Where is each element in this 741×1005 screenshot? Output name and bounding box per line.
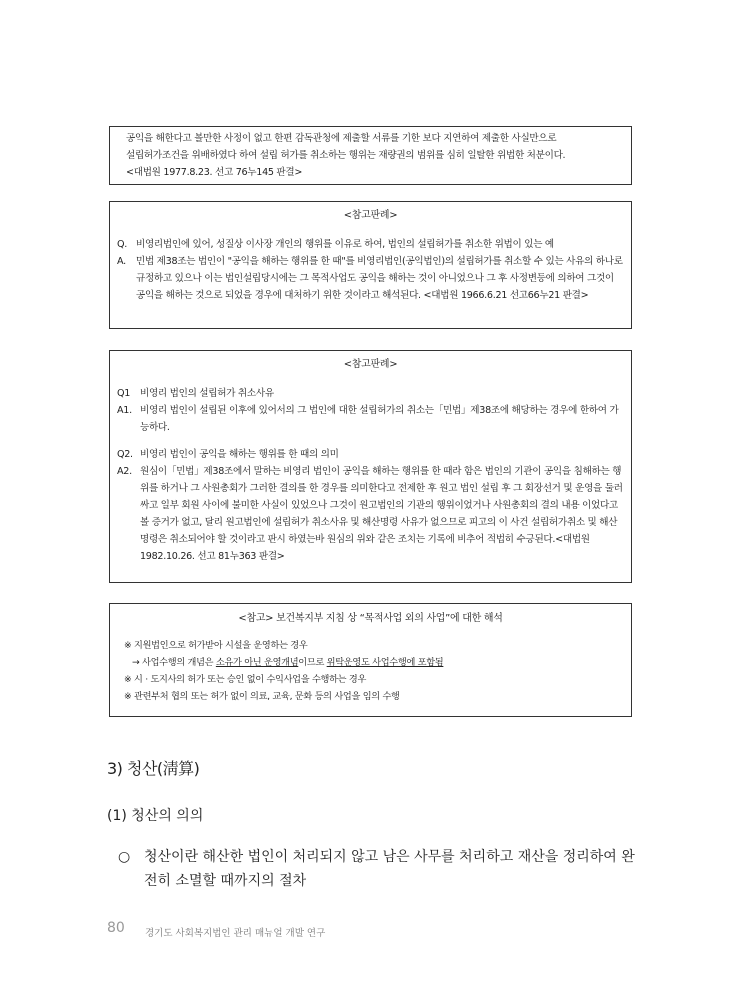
answer-item: [110, 253, 631, 304]
answer-text: 민법 제38조는 법인이 "공익을 해하는 행위를 한 때"를 비영리법인(공익법인)의 설립허가를 취소할 수 있는 사유의 하나로 규정하고 있으나 이는 법인설립당시에는 그 목적사업도 공익을 해하는 것이 아니었으나 그 후 사정변등에 의하여 그것이 공익을 해하는 것으로 되었을 경우에 대처하기 위한 것이라고 해석된다. <대법원 1966.6.21 선고66누21 판결>: [136, 256, 623, 301]
reference-case-box-1: [109, 201, 632, 329]
answer-item-2: [110, 463, 631, 565]
guideline-line-4: ※ 관련부처 협의 또는 허가 없이 의료, 교육, 문화 등의 사업을 임의 수행: [124, 691, 400, 702]
guideline-mid-text: 이므로: [298, 657, 327, 668]
running-footer-title: 경기도 사회복지법인 관리 매뉴얼 개발 연구: [145, 928, 326, 939]
answer-text: 원심이「민법」제38조에서 말하는 비영리 법인이 공익을 해하는 행위를 한 때라 함은 법인의 기관이 공익을 침해하는 행위를 하거나 그 사원총회가 그러한 결의를 한 경우를 의미한다고 전제한 후 원고 법인 설립 후 그 회장선거 및 운영을 둘러싸고 일부 회원 사이에 불미한 사실이 있었으나 그것이 원고법인의 기관의 행위이었거나 사원총회의 결의 내용 이었다고 볼 증거가 없고, 달리 원고법인에 설립허가 취소사유 및 해산명령 사유가 없으므로 피고의 이 사건 설립허가취소 및 해산 명령은 취소되어야 할 것이라고 판시 하였는바 원심의 위와 같은 조치는 기록에 비추어 적법히 수긍된다.<대법원 1982.10.26. 선고 81누363 판결>: [140, 466, 623, 562]
question-label: Q1: [117, 388, 131, 399]
case-line-1: 공익을 해한다고 볼만한 사정이 없고 한편 감독관청에 제출할 서류를 기한 보다 지연하여 제출한 사실만으로: [126, 133, 557, 144]
reference-title: <참고판례>: [343, 359, 398, 370]
question-text: 비영리 법인의 설립허가 취소사유: [140, 388, 274, 399]
guideline-title: <참고> 보건복지부 지침 상 “목적사업 외의 사업”에 대한 해석: [238, 613, 503, 624]
guideline-line-1: ※ 지원법인으로 허가받아 시설을 운영하는 경우: [124, 640, 308, 651]
definition-text: 청산이란 해산한 법인이 처리되지 않고 남은 사무를 처리하고 재산을 정리하여 완전히 소멸할 때까지의 절차: [144, 849, 635, 889]
answer-label: A1.: [117, 405, 132, 416]
question-label: Q2.: [117, 449, 133, 460]
answer-label: A.: [117, 256, 126, 267]
question-text: 비영리법인에 있어, 성질상 이사장 개인의 행위를 이유로 하여, 법인의 설립허가를 취소한 위법이 있는 예: [136, 239, 554, 250]
question-item-1: [110, 385, 631, 402]
answer-text: 비영리 법인이 설립된 이후에 있어서의 그 법인에 대한 설립허가의 취소는「민법」제38조에 해당하는 경우에 한하여 가능하다.: [140, 405, 619, 433]
question-label: Q.: [117, 239, 128, 250]
guideline-arrow-text: → 사업수행의 개념은: [132, 657, 216, 668]
page-number: 80: [107, 920, 125, 936]
guideline-line-3: ※ 시 · 도지사의 허가 또는 승인 없이 수익사업을 수행하는 경우: [124, 674, 367, 685]
underlined-phrase-1: 소유가 아닌 운영개념: [215, 657, 299, 668]
section-heading: 3) 청산(淸算): [107, 759, 200, 778]
circle-bullet-icon: ○: [118, 849, 131, 865]
answer-label: A2.: [117, 466, 132, 477]
question-text: 비영리 법인이 공익을 해하는 행위를 한 때의 의미: [140, 449, 339, 460]
case-line-2: 설립허가조건을 위배하였다 하여 설립 허가를 취소하는 행위는 재량권의 범위를 심히 일탈한 위법한 처분이다.: [126, 150, 566, 161]
definition-bullet: [118, 845, 638, 893]
guideline-note-box: [109, 603, 632, 717]
guideline-line-2: [110, 654, 631, 671]
underlined-phrase-2: 위탁운영도 사업수행에 포함됨: [326, 657, 444, 668]
case-excerpt-box: [109, 126, 632, 185]
subsection-heading: (1) 청산의 의의: [107, 808, 204, 824]
question-item-2: [110, 446, 631, 463]
reference-case-box-2: [109, 350, 632, 583]
answer-item-1: [110, 402, 631, 436]
case-citation: <대법원 1977.8.23. 선고 76누145 판결>: [126, 167, 303, 178]
question-item: [110, 236, 631, 253]
reference-title: <참고판례>: [343, 210, 398, 221]
